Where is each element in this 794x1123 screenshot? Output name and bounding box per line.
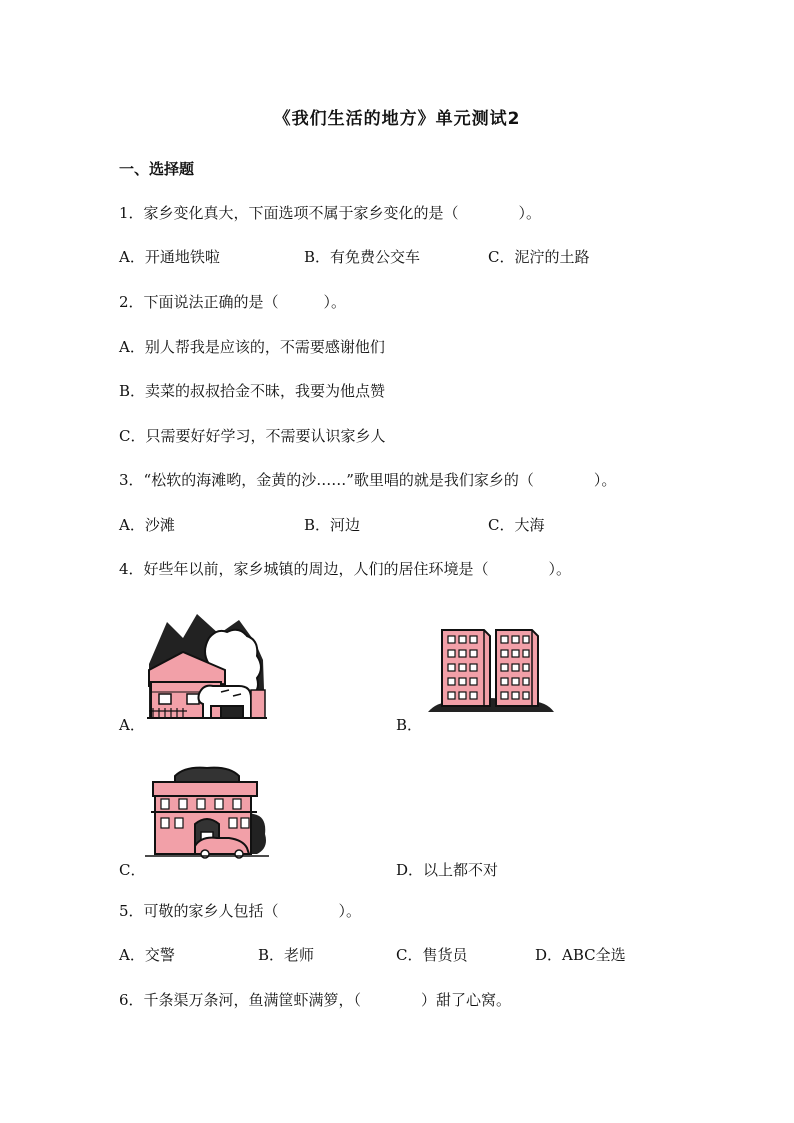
- question-6: 6．千条渠万条河，鱼满筐虾满箩，（ ）甜了心窝。: [119, 991, 512, 1009]
- question-4: 4．好些年以前，家乡城镇的周边，人们的居住环境是（ ）。: [119, 560, 572, 578]
- q5-option-c[interactable]: C．售货员: [396, 946, 468, 964]
- q3-option-c[interactable]: C．大海: [488, 516, 545, 534]
- q3-option-a[interactable]: A．沙滩: [119, 516, 175, 534]
- question-5: 5．可敬的家乡人包括（ ）。: [119, 902, 362, 920]
- q2-option-a[interactable]: A．别人帮我是应该的，不需要感谢他们: [119, 338, 385, 356]
- q1-option-a[interactable]: A．开通地铁啦: [119, 248, 220, 266]
- q5-option-a[interactable]: A．交警: [119, 946, 175, 964]
- high-rise-buildings-icon: [428, 624, 554, 716]
- q4-option-a[interactable]: A．: [119, 716, 145, 734]
- q5-option-b[interactable]: B．老师: [258, 946, 315, 964]
- villa-car-icon: [145, 766, 269, 860]
- question-1: 1．家乡变化真大，下面选项不属于家乡变化的是（ ）。: [119, 204, 542, 222]
- q3-option-b[interactable]: B．河边: [304, 516, 361, 534]
- q2-option-b[interactable]: B．卖菜的叔叔拾金不昧，我要为他点赞: [119, 382, 386, 400]
- q2-option-c[interactable]: C．只需要好好学习，不需要认识家乡人: [119, 427, 386, 445]
- section-heading: 一、选择题: [119, 160, 195, 178]
- question-2: 2．下面说法正确的是（ ）。: [119, 293, 347, 311]
- rural-house-cow-icon: [147, 612, 267, 720]
- q5-option-d[interactable]: D．ABC全选: [535, 946, 626, 964]
- q1-option-c[interactable]: C．泥泞的土路: [488, 248, 590, 266]
- question-3: 3．“松软的海滩哟，金黄的沙……”歌里唱的就是我们家乡的（ ）。: [119, 471, 617, 489]
- q4-option-b[interactable]: B．: [396, 716, 423, 734]
- q4-option-d[interactable]: D．以上都不对: [396, 861, 499, 879]
- q1-option-b[interactable]: B．有免费公交车: [304, 248, 421, 266]
- page-title: 《我们生活的地方》单元测试2: [273, 109, 521, 129]
- q4-option-c[interactable]: C．: [119, 861, 146, 879]
